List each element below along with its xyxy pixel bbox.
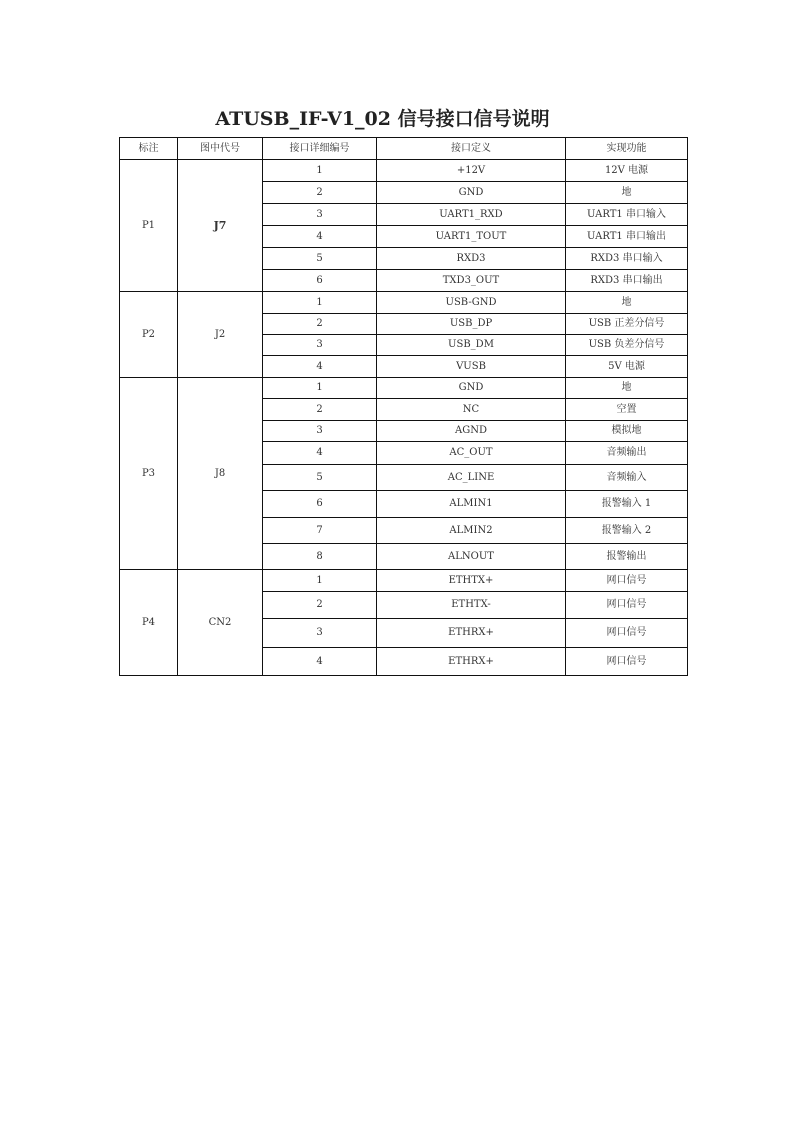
pin-function: 网口信号 — [566, 592, 688, 619]
port-label: P3 — [120, 378, 178, 570]
table-header-row — [120, 138, 688, 160]
pin-number: 4 — [263, 442, 377, 465]
pin-definition: USB_DP — [377, 314, 566, 335]
table-row — [120, 378, 688, 399]
pin-function: 音频输出 — [566, 442, 688, 465]
pin-definition: ETHTX- — [377, 592, 566, 619]
header-label: 标注 — [120, 138, 178, 160]
pin-definition: UART1_TOUT — [377, 226, 566, 248]
table-row — [120, 160, 688, 182]
pin-number: 4 — [263, 356, 377, 378]
pin-number: 2 — [263, 592, 377, 619]
pin-function: 音频输入 — [566, 465, 688, 491]
pin-number: 1 — [263, 160, 377, 182]
pin-definition: UART1_RXD — [377, 204, 566, 226]
port-label: P1 — [120, 160, 178, 292]
table-row — [120, 570, 688, 592]
pin-definition: ALMIN1 — [377, 491, 566, 518]
header-definition: 接口定义 — [377, 138, 566, 160]
pin-definition: GND — [377, 378, 566, 399]
pin-definition: GND — [377, 182, 566, 204]
pin-definition: ETHTX+ — [377, 570, 566, 592]
document-title: ATUSB_IF-V1_02 信号接口信号说明 — [215, 108, 550, 130]
pin-number: 3 — [263, 204, 377, 226]
pin-number: 1 — [263, 570, 377, 592]
table-row — [120, 292, 688, 314]
pin-definition: TXD3_OUT — [377, 270, 566, 292]
pin-number: 4 — [263, 226, 377, 248]
pin-function: 5V 电源 — [566, 356, 688, 378]
port-label: P2 — [120, 292, 178, 378]
pin-function: RXD3 串口输入 — [566, 248, 688, 270]
pin-function: 报警输出 — [566, 544, 688, 570]
pin-function: 网口信号 — [566, 619, 688, 648]
header-function: 实现功能 — [566, 138, 688, 160]
header-code: 图中代号 — [178, 138, 263, 160]
pin-number: 7 — [263, 518, 377, 544]
pin-number: 2 — [263, 399, 377, 421]
pin-number: 3 — [263, 619, 377, 648]
pin-definition: USB_DM — [377, 335, 566, 356]
pin-function: USB 正差分信号 — [566, 314, 688, 335]
pin-definition: AC_OUT — [377, 442, 566, 465]
pin-definition: ALNOUT — [377, 544, 566, 570]
pin-number: 6 — [263, 270, 377, 292]
pin-number: 3 — [263, 421, 377, 442]
pin-function: 空置 — [566, 399, 688, 421]
pin-definition: NC — [377, 399, 566, 421]
pin-definition: +12V — [377, 160, 566, 182]
header-pin-number: 接口详细编号 — [263, 138, 377, 160]
pin-definition: AC_LINE — [377, 465, 566, 491]
pin-function: 地 — [566, 292, 688, 314]
pin-number: 4 — [263, 648, 377, 676]
pin-function: USB 负差分信号 — [566, 335, 688, 356]
pin-number: 6 — [263, 491, 377, 518]
pin-number: 5 — [263, 248, 377, 270]
pin-function: 模拟地 — [566, 421, 688, 442]
connector-code: J7 — [178, 160, 263, 292]
pin-function: 12V 电源 — [566, 160, 688, 182]
pin-function: 网口信号 — [566, 648, 688, 676]
pin-function: UART1 串口输入 — [566, 204, 688, 226]
pin-number: 2 — [263, 182, 377, 204]
pin-function: 网口信号 — [566, 570, 688, 592]
pin-definition: ETHRX+ — [377, 619, 566, 648]
pin-definition: AGND — [377, 421, 566, 442]
pin-number: 5 — [263, 465, 377, 491]
port-label: P4 — [120, 570, 178, 676]
pin-definition: ETHRX+ — [377, 648, 566, 676]
pin-definition: ALMIN2 — [377, 518, 566, 544]
pin-definition: USB-GND — [377, 292, 566, 314]
pin-function: RXD3 串口输出 — [566, 270, 688, 292]
pin-number: 1 — [263, 292, 377, 314]
pin-function: 报警输入 2 — [566, 518, 688, 544]
pin-definition: RXD3 — [377, 248, 566, 270]
pin-function: 地 — [566, 378, 688, 399]
pin-function: UART1 串口输出 — [566, 226, 688, 248]
pin-number: 8 — [263, 544, 377, 570]
pin-function: 报警输入 1 — [566, 491, 688, 518]
pin-number: 1 — [263, 378, 377, 399]
signal-interface-table — [119, 137, 688, 676]
pin-number: 3 — [263, 335, 377, 356]
pin-definition: VUSB — [377, 356, 566, 378]
pin-function: 地 — [566, 182, 688, 204]
connector-code: J8 — [178, 378, 263, 570]
connector-code: CN2 — [178, 570, 263, 676]
pin-number: 2 — [263, 314, 377, 335]
connector-code: J2 — [178, 292, 263, 378]
